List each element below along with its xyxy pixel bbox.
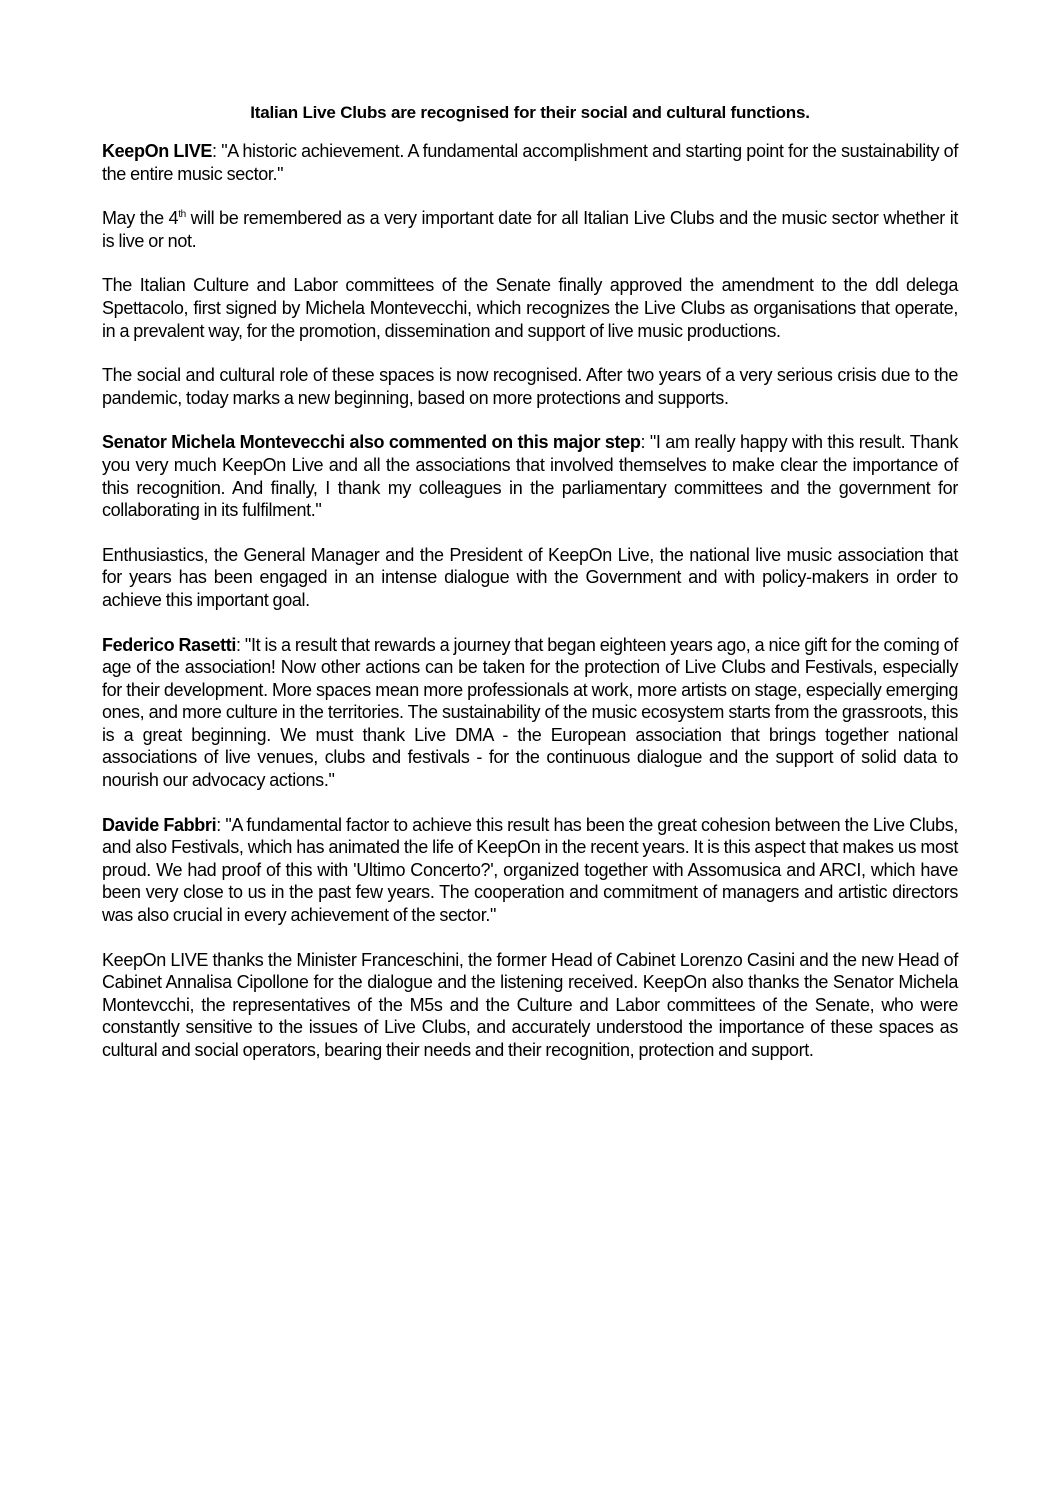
- document-page: [102, 102, 958, 1084]
- paragraph-text: The Italian Culture and Labor committees of the Senate finally approved the amendment to the ddl delega Spettacolo, first signed by Michela Montevecchi, which recognizes the Live Clubs as organisations that operate, in a prevalent way, for the promotion, dissemination and support of live music productions.: [102, 275, 958, 341]
- paragraph-enthusiastics: [102, 544, 958, 612]
- paragraph-text: will be remembered as a very important date for all Italian Live Clubs and the music sector whether it is live or not.: [102, 208, 959, 251]
- speaker-name: Senator Michela Montevecchi also commented on this major step: [102, 432, 641, 453]
- paragraph-text-pre: May the 4: [102, 208, 179, 229]
- paragraph-thanks: [102, 949, 958, 1062]
- document-title: Italian Live Clubs are recognised for their social and cultural functions.: [250, 103, 810, 122]
- speaker-name: Federico Rasetti: [102, 634, 237, 655]
- paragraph-may-4th: [102, 207, 958, 252]
- paragraph-social-role: [102, 364, 958, 409]
- ordinal-superscript: th: [178, 209, 186, 221]
- paragraph-text: Enthusiastics, the General Manager and the President of KeepOn Live, the national live music association that for years has been engaged in an intense dialogue with the Government and with policy-makers in order to achieve this important goal.: [102, 544, 958, 610]
- paragraph-fabbri-quote: [102, 814, 958, 927]
- paragraph-senator-comment: [102, 431, 958, 521]
- speaker-name: KeepOn LIVE: [102, 141, 213, 161]
- paragraph-rasetti-quote: [102, 634, 958, 792]
- speaker-name: Davide Fabbri: [102, 814, 217, 835]
- paragraph-senate-approval: [102, 274, 958, 342]
- paragraph-text: The social and cultural role of these spaces is now recognised. After two years of a very serious crisis due to the pandemic, today marks a new beginning, based on more protections and supports.: [102, 365, 958, 408]
- paragraph-text: : "It is a result that rewards a journey that began eighteen years ago, a nice gift for the coming of age of the association! Now other actions can be taken for the protection of Live Clubs and Festivals, especially for their development. More spaces mean more professionals at work, more artists on stage, especially emerging ones, and more culture in the territories. The sustainability of the music ecosystem starts from the grassroots, this is a great beginning. We must thank Live DMA - the European association that brings together national associations of live venues, clubs and festivals - for the continuous dialogue and the support of solid data to nourish our advocacy actions.": [102, 634, 958, 791]
- paragraph-text: : "A fundamental factor to achieve this result has been the great cohesion between the Live Clubs, and also Festivals, which has animated the life of KeepOn in the recent years. It is this aspect that makes us most proud. We had proof of this with 'Ultimo Concerto?', organized together with Assomusica and ARCI, which have been very close to us in the past few years. The cooperation and commitment of managers and artistic directors was also crucial in every achievement of the sector.": [102, 814, 958, 926]
- paragraph-text: : "I am really happy with this result. Thank you very much KeepOn Live and all the associations that involved themselves to make clear the importance of this recognition. And finally, I thank my colleagues in the parliamentary committees and the government for collaborating in its fulfilment.": [102, 432, 958, 521]
- paragraph-text: KeepOn LIVE thanks the Minister Franceschini, the former Head of Cabinet Lorenzo Casini and the new Head of Cabinet Annalisa Cipollone for the dialogue and the listening received. KeepOn also thanks the Senator Michela Montevcchi, the representatives of the M5s and the Culture and Labor committees of the Senate, who were constantly sensitive to the issues of Live Clubs, and accurately understood the importance of these spaces as cultural and social operators, bearing their needs and their recognition, protection and support.: [102, 949, 958, 1060]
- paragraph-keepon-statement: [102, 140, 958, 185]
- paragraph-text: : "A historic achievement. A fundamental accomplishment and starting point for the sustainability of the entire music sector.": [102, 141, 958, 184]
